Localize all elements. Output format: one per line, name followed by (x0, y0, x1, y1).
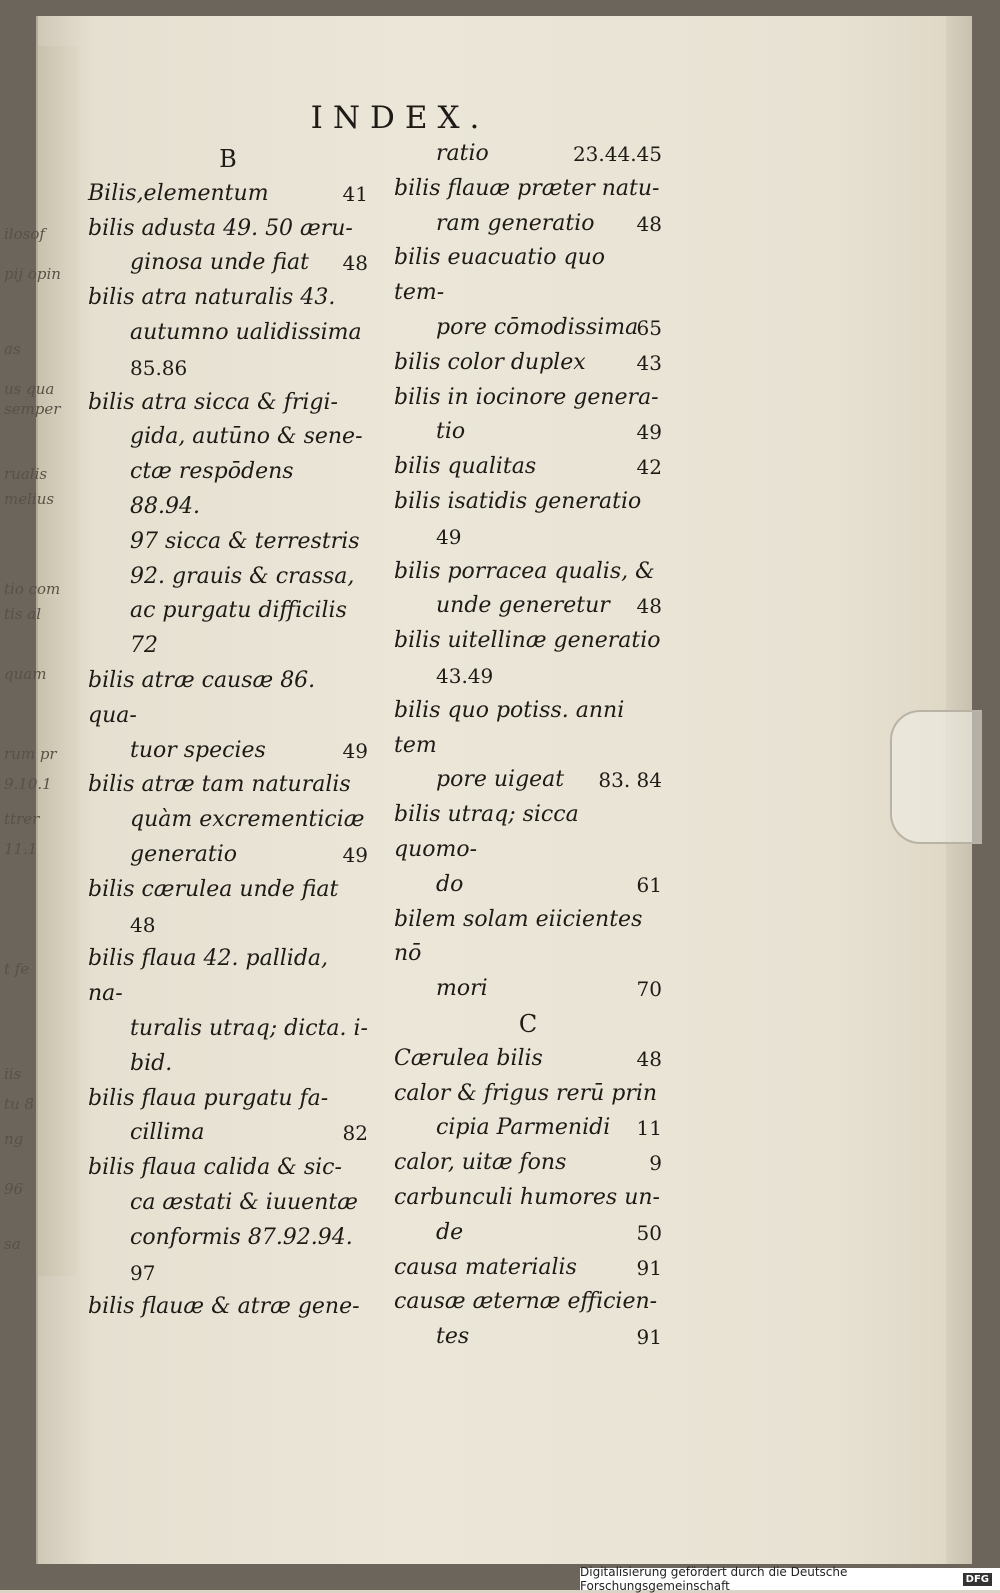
index-entry (394, 485, 662, 555)
index-entry-page-ref: 48 (130, 912, 156, 937)
index-entry (394, 241, 662, 345)
index-entry-page-ref: 49 (636, 420, 662, 445)
bleed-fragment: 11.1 (4, 840, 38, 858)
index-entry-page-ref: 97 (130, 1260, 156, 1285)
index-entry-page-ref: 70 (636, 977, 662, 1002)
index-entry-text: tuor species (130, 737, 266, 763)
index-entry (394, 555, 662, 625)
bleed-fragment: semper (4, 400, 61, 418)
index-entry-text: bilis atræ causæ 86. qua- (88, 667, 316, 728)
index-entry-text: Cærulea bilis (394, 1045, 543, 1071)
index-entry-text: ratio (436, 141, 489, 166)
index-entry-text: bilis atra sicca & frigi- (88, 389, 338, 415)
index-entry-page-ref: 9 (649, 1151, 662, 1176)
index-entry-text: de (436, 1219, 464, 1245)
index-entry-page-ref: 91 (636, 1255, 662, 1280)
index-entry (394, 798, 662, 902)
index-entry (88, 1290, 368, 1325)
index-entry-text: quàm excrementiciæ (130, 807, 365, 833)
index-entry-text: bilis in iocinore genera- (394, 384, 659, 410)
bleed-fragment: melius (4, 490, 55, 508)
page-header: INDEX. (310, 100, 490, 136)
index-entry-page-ref: 49 (342, 738, 368, 763)
index-entry-page-ref: 42 (636, 455, 662, 480)
index-entry (88, 281, 368, 385)
index-entry-page-ref: 23.44.45 (572, 142, 662, 166)
index-entry-text: pore uigeat (436, 767, 565, 793)
index-entry (88, 1151, 368, 1290)
bleed-fragment: sa (4, 1235, 21, 1253)
index-entry-page-ref: 48 (342, 251, 368, 276)
index-entry (394, 137, 662, 172)
index-entry-text: gida, autūno & sene- (130, 424, 363, 450)
index-entry-text: bilem solam eiicientes nō (394, 906, 643, 967)
index-entry-page-ref: 11 (636, 1116, 662, 1141)
index-entry-text: bilis flaua calida & sic- (88, 1155, 342, 1181)
bleed-fragment: ng (4, 1130, 24, 1148)
bleed-fragment: as (4, 340, 21, 358)
index-entry-text: bilis isatidis generatio (394, 488, 642, 514)
index-entry-text: cillima (130, 1120, 205, 1146)
index-entry-text: ctæ respōdens 88.94. (130, 459, 294, 519)
index-entry-text: Bilis,elementum (88, 180, 269, 206)
index-entry-text: ginosa unde fiat (130, 250, 309, 276)
bleed-fragment: ilosof (4, 225, 45, 243)
index-section-letter: C (518, 1009, 538, 1038)
index-entry (394, 903, 662, 1007)
index-entry-text: causa materialis (394, 1254, 577, 1280)
index-column-left (88, 142, 368, 1325)
index-entry (88, 873, 368, 943)
index-entry (88, 1082, 368, 1152)
index-entry-text: bilis flauæ & atræ gene- (88, 1294, 360, 1320)
index-entry-page-ref: 48 (636, 1046, 662, 1071)
index-entry-page-ref: 85.86 (130, 355, 188, 380)
index-entry-page-ref: 50 (636, 1220, 662, 1245)
index-entry-text: bilis qualitas (394, 454, 537, 480)
bleed-fragment: us qua (4, 380, 55, 398)
bleed-fragment: rualis (4, 465, 48, 483)
index-entry-text: bilis quo potiss. anni tem (394, 697, 625, 758)
index-entry-page-ref: 41 (342, 181, 368, 206)
index-entry-text: do (436, 871, 464, 897)
bleed-fragment: quam (4, 665, 47, 683)
index-entry-page-ref: 43 (636, 350, 662, 375)
index-entry-text: bid. (130, 1050, 173, 1076)
index-entry-text: bilis flaua 42. pallida, na- (88, 946, 329, 1007)
bleed-fragment: 96 (4, 1180, 24, 1198)
index-entry-text: bilis euacuatio quo tem- (394, 245, 605, 306)
bleed-fragment: pij opin (4, 265, 61, 283)
index-entry-text: turalis utraq; dicta. i- (130, 1015, 368, 1041)
index-entry-text: bilis flaua purgatu fa- (88, 1085, 329, 1111)
index-entry-page-ref: 49 (436, 524, 462, 549)
digitization-footer (580, 1565, 1000, 1593)
index-entry-page-ref: 82 (342, 1121, 368, 1146)
index-entry-text: bilis uitellinæ generatio (394, 628, 661, 654)
index-entry-text: bilis atra naturalis 43. (88, 285, 336, 311)
index-entry (88, 942, 368, 1081)
index-entry-page-ref: 61 (636, 872, 662, 897)
index-entry (394, 381, 662, 451)
index-entry (394, 1077, 662, 1147)
index-entry-text: ac purgatu difficilis 72 (130, 598, 347, 659)
index-entry (394, 1181, 662, 1251)
index-section-letter: B (219, 145, 237, 173)
bleed-fragment: tu 8 (4, 1095, 34, 1113)
index-entry (394, 1285, 662, 1355)
index-entry (394, 450, 662, 485)
index-entry-text: 92. grauis & crassa, (130, 563, 355, 589)
bleed-fragment: tio com (4, 580, 61, 598)
index-entry (394, 1251, 662, 1286)
index-entry-page-ref: 91 (636, 1325, 662, 1350)
bleed-fragment: tis al (4, 605, 42, 623)
index-entry-text: calor & frigus rerū prin (394, 1080, 658, 1106)
footer-dfg-logo: DFG (963, 1573, 992, 1586)
index-entry (88, 386, 368, 664)
index-entry-text: tes (436, 1324, 470, 1350)
index-entry (88, 212, 368, 282)
index-entry-page-ref: 49 (342, 842, 368, 867)
index-entry (88, 664, 368, 768)
bleed-fragment: rum pr (4, 745, 57, 763)
index-entry-text: 97 sicca & terrestris (130, 528, 360, 554)
footer-text: Digitalisierung gefördert durch die Deutsche Forschungsgemeinschaft (580, 1565, 848, 1593)
index-entry-text: causæ æternæ efficien- (394, 1289, 658, 1315)
index-entry-page-ref: 48 (636, 594, 662, 619)
index-entry-text: cipia Parmenidi (436, 1115, 611, 1141)
index-entry-text: pore cōmodissima (436, 314, 639, 340)
index-entry-text: calor, uitæ fons (394, 1150, 567, 1176)
index-entry-text: mori (436, 976, 488, 1002)
index-entry-text: bilis utraq; sicca quomo- (394, 802, 579, 862)
index-entry-text: bilis color duplex (394, 349, 586, 375)
index-entry-text: autumno ualidissima (130, 319, 362, 345)
bleed-fragment: iis (4, 1065, 22, 1083)
bleed-fragment: t fe (4, 960, 30, 978)
bleed-fragment: 9.10.1 (4, 775, 52, 793)
index-entry-text: ram generatio (436, 210, 595, 236)
index-entry-page-ref: 43.49 (436, 663, 494, 688)
index-entry-text: bilis porracea qualis, & (394, 558, 655, 584)
index-entry (394, 172, 662, 242)
index-entry (394, 1146, 662, 1181)
index-column-right (394, 137, 662, 1355)
index-entry-text: generatio (130, 841, 238, 867)
book-clip-tab (890, 710, 982, 844)
index-entry-text: carbunculi humores un- (394, 1184, 660, 1210)
index-entry-text: unde generetur (436, 593, 610, 619)
index-entry-text: conformis 87.92.94. (130, 1224, 353, 1250)
index-entry (394, 624, 662, 694)
index-entry-text: bilis atræ tam naturalis (88, 772, 351, 798)
index-entry-text: bilis adusta 49. 50 æru- (88, 215, 353, 241)
index-entry (88, 768, 368, 872)
index-entry (88, 177, 368, 212)
index-entry-page-ref: 83. 84 (598, 768, 662, 793)
bleed-fragment: ttrer (4, 810, 40, 828)
index-entry-text: ca æstati & iuuentæ (130, 1189, 358, 1215)
index-entry-text: tio (436, 419, 466, 445)
index-entry (394, 346, 662, 381)
index-entry (394, 1042, 662, 1077)
index-entry-page-ref: 48 (636, 211, 662, 236)
index-entry-page-ref: 65 (636, 315, 662, 340)
index-entry-text: bilis cærulea unde fiat (88, 876, 339, 902)
index-entry-text: bilis flauæ præter natu- (394, 175, 660, 201)
index-entry (394, 694, 662, 798)
